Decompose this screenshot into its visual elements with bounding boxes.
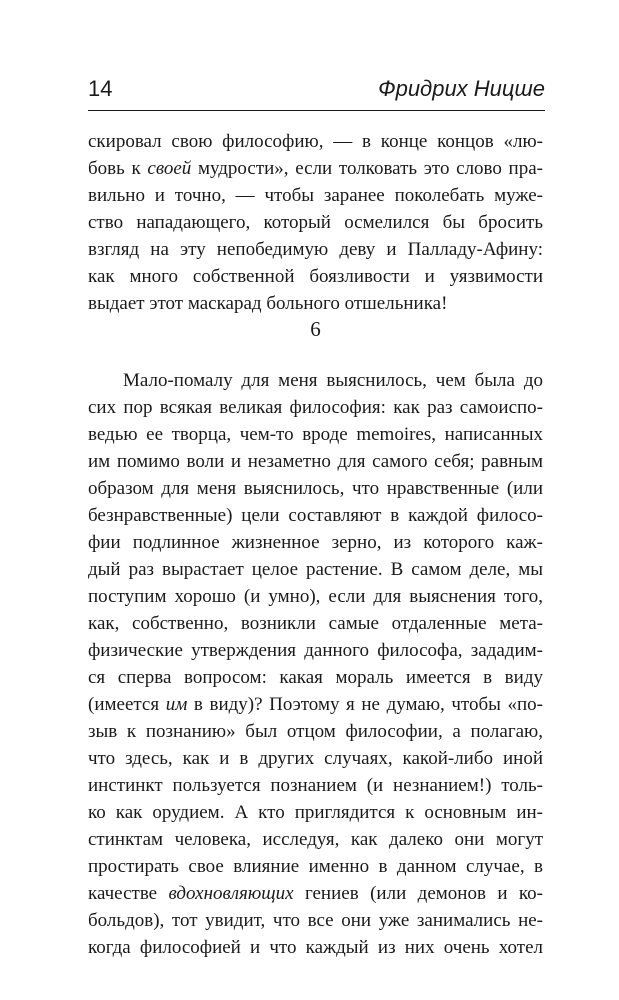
text-run: Мало-помалу для меня выяснилось, чем была до bbox=[123, 370, 543, 391]
text-line bbox=[88, 293, 447, 314]
text-line bbox=[88, 667, 543, 688]
text-line bbox=[88, 185, 543, 206]
text-run: что здесь, как и в других случаях, какой-либо иной bbox=[88, 748, 543, 769]
italic-text: им bbox=[165, 694, 188, 715]
text-run: вильно и точно, — чтобы заранее поколебать муже- bbox=[88, 185, 543, 206]
page-header bbox=[88, 74, 545, 111]
text-line bbox=[88, 532, 543, 553]
text-line bbox=[88, 212, 543, 233]
text-line bbox=[88, 586, 543, 607]
text-line bbox=[88, 829, 543, 850]
text-run: когда философией и что каждый из них очень хотел bbox=[88, 937, 543, 958]
text-line bbox=[88, 158, 543, 179]
text-line bbox=[88, 451, 543, 472]
text-line bbox=[88, 397, 543, 418]
text-run: образом для меня выяснилось, что нравственные (или bbox=[88, 478, 543, 499]
text-run: ся сперва вопросом: какая мораль имеется в виду bbox=[88, 667, 543, 688]
text-line bbox=[88, 694, 543, 715]
text-line bbox=[88, 856, 543, 877]
text-line bbox=[88, 721, 543, 742]
text-run: ведью ее творца, чем-то вроде memoires, написанных bbox=[88, 424, 543, 445]
text-line bbox=[88, 559, 543, 580]
section-number: 6 bbox=[310, 317, 321, 341]
text-line bbox=[88, 131, 543, 152]
text-line bbox=[88, 883, 543, 904]
text-line bbox=[88, 266, 543, 287]
text-run: поступим хорошо (и умно), если для выяснения того, bbox=[88, 586, 543, 607]
text-line bbox=[88, 505, 543, 526]
text-run: безнравственные) цели составляют в каждой филосо- bbox=[88, 505, 543, 526]
page-number: 14 bbox=[88, 76, 113, 101]
text-line bbox=[88, 802, 543, 823]
text-run: простирать свое влияние именно в данном случае, в bbox=[88, 856, 543, 877]
text-run: зыв к познанию» был отцом философии, а полагаю, bbox=[88, 721, 543, 742]
text-run: ство нападающего, который осмелился бы бросить bbox=[88, 212, 543, 233]
text-run: им помимо воли и незаметно для самого себя; равным bbox=[88, 451, 543, 472]
text-line bbox=[88, 937, 543, 958]
text-line bbox=[123, 370, 543, 391]
text-run: взгляд на эту непобедимую деву и Палладу-Афину: bbox=[88, 239, 543, 260]
text-run: бовь к bbox=[88, 158, 148, 179]
text-line bbox=[88, 640, 543, 661]
text-line bbox=[88, 748, 543, 769]
text-line bbox=[88, 910, 543, 931]
text-run: ко как орудием. А кто приглядится к основным ин- bbox=[88, 802, 543, 823]
italic-text: вдохновляющих bbox=[168, 883, 294, 904]
text-line bbox=[88, 478, 543, 499]
text-line bbox=[88, 239, 543, 260]
text-run: в виду)? Поэтому я не думаю, чтобы «по- bbox=[187, 694, 543, 715]
text-run: мудрости», если толковать это слово пра- bbox=[191, 158, 543, 179]
text-line bbox=[88, 775, 543, 796]
text-run: (имеется bbox=[88, 694, 166, 715]
text-run: дый раз вырастает целое растение. В самом деле, мы bbox=[88, 559, 543, 580]
text-run: физические утверждения данного философа, зададим- bbox=[88, 640, 543, 661]
text-run: как много собственной боязливости и уязвимости bbox=[88, 266, 543, 287]
text-run: гениев (или демонов и ко- bbox=[293, 883, 544, 904]
text-run: выдает этот маскарад больного отшельника! bbox=[88, 293, 448, 314]
text-line bbox=[88, 424, 543, 445]
text-run: стинктам человека, исследуя, как далеко они могут bbox=[88, 829, 543, 850]
text-run: инстинкт пользуется познанием (и незнанием!) толь- bbox=[88, 775, 543, 796]
text-run: сих пор всякая великая философия: как раз самоиспо- bbox=[88, 397, 543, 418]
text-run: скировал свою философию, — в конце концов «лю- bbox=[88, 131, 543, 152]
text-line bbox=[88, 613, 543, 634]
text-run: больдов), тот увидит, что все они уже занимались не- bbox=[88, 910, 543, 931]
italic-text: своей bbox=[147, 158, 192, 179]
text-run: фии подлинное жизненное зерно, из которого каж- bbox=[88, 532, 543, 553]
text-run: как, собственно, возникли самые отдаленные мета- bbox=[88, 613, 543, 634]
text-run: качестве bbox=[88, 883, 169, 904]
running-title: Фридрих Ницше bbox=[378, 76, 545, 101]
